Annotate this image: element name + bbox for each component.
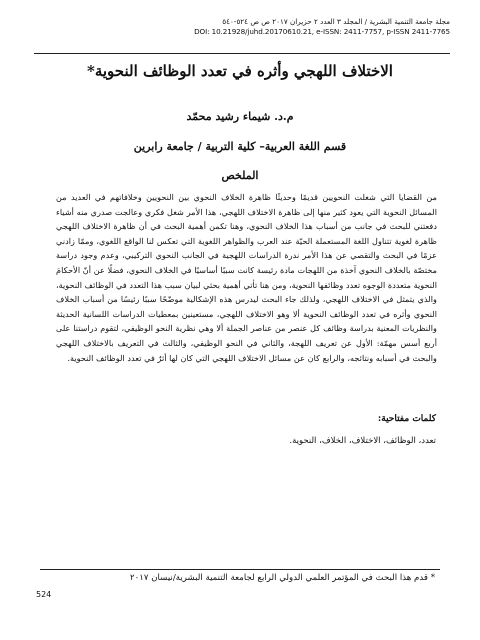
keywords-list: تعدد، الوظائف، الاختلاف، الخلاف، النحوية. — [289, 436, 436, 446]
journal-citation: مجلة جامعة التنمية البشرية / المجلد ٣ العدد ٢ حزيران ٢٠١٧ ص ص ٥٢٤-٥٤٠ — [222, 17, 450, 26]
keywords-heading: كلمات مفتاحية: — [377, 414, 436, 424]
page-number: 524 — [36, 590, 52, 599]
author-name: م.د. شيماء رشيد محمّد — [186, 110, 294, 123]
doi-issn-line: DOI: 10.21928/juhd.20170610.21, e-ISSN: 2411-7757, p-ISSN 2411-7765 — [194, 27, 450, 36]
footnote-divider — [40, 569, 440, 570]
author-affiliation: قسم اللغة العربية– كلية التربية / جامعة رابرين — [133, 140, 347, 153]
article-title: الاختلاف اللهجي وأثره في تعدد الوظائف النحوية* — [87, 62, 393, 80]
journal-header — [34, 17, 450, 54]
footnote: * قدم هذا البحث في المؤتمر العلمي الدولي الرابع لجامعة التنمية البشرية/نيسان ٢٠١٧ — [130, 573, 435, 583]
abstract-heading: الملخص — [221, 169, 259, 182]
abstract-body: من القضايا التي شغلت النحويين قديمًا وحديثًا ظاهرة الخلاف النحوي بين النحويين وخلافاتهم في العديد من المسائل النحوية التي يعود كثير منها إلى ظاهرة الاختلاف اللهجي، هذا الأمر شغل فكري وعالجت صدري منه أشياء دفعتني للبحث في جانب من أسباب هذا الخلاف النحوي، وهنا تكمن أهمية البحث في أن ظاهرة الاختلاف اللهجي ظاهرة لغوية تتناول اللغة المستعملة الحيّة عند العرب والظواهر اللغوية التي تعكس لنا الواقع اللغوي، وممّا زادني عزمًا في البحث والتقصي عن هذا الأمر ندرة الدراسات اللهجية في الجانب النحوي التركيبي، وعدم وجود دراسة مختصّة بالخلاف النحوي آخذة من اللهجات مادة رئيسة كانت سببًا أساسيًا في الخلاف النحوي، فضلًا عن أنّ الأحكامَ النحوية متعددة الوجوه تعدد وظائفها النحوية، ومن هنا تأتي أهمية بحثي لبيان سبب هذا التعدد في الوظائف النحوية، والذي يتمثل في الاختلاف اللهجي، ولذلك جاء البحث ليدرس هذه الإشكالية موضّحًا سببًا رئيسًا من أسباب الخلاف النحوي وأثره في تعدد الوظائف النحوية ألا وهو الاختلاف اللهجي، مستعينين بمعطيات الدراسات اللسانية الحديثة والنظريات المعنية بدراسة وظائف كل عنصر من عناصر الجملة ألا وهي نظرية النحو الوظيفي، لتقوم دراستنا على أربع أسس مهمّة: الأول عن تعريف اللهجة، والثاني في النحو الوظيفي، والثالث في التعريف بالاختلاف اللهجي والبحث في أسبابه ونتائجه، والرابع كان عن مسائل الاختلاف اللهجي التي كان لها أثرٌ في تعدد الوظائف النحوية. — [56, 192, 437, 363]
